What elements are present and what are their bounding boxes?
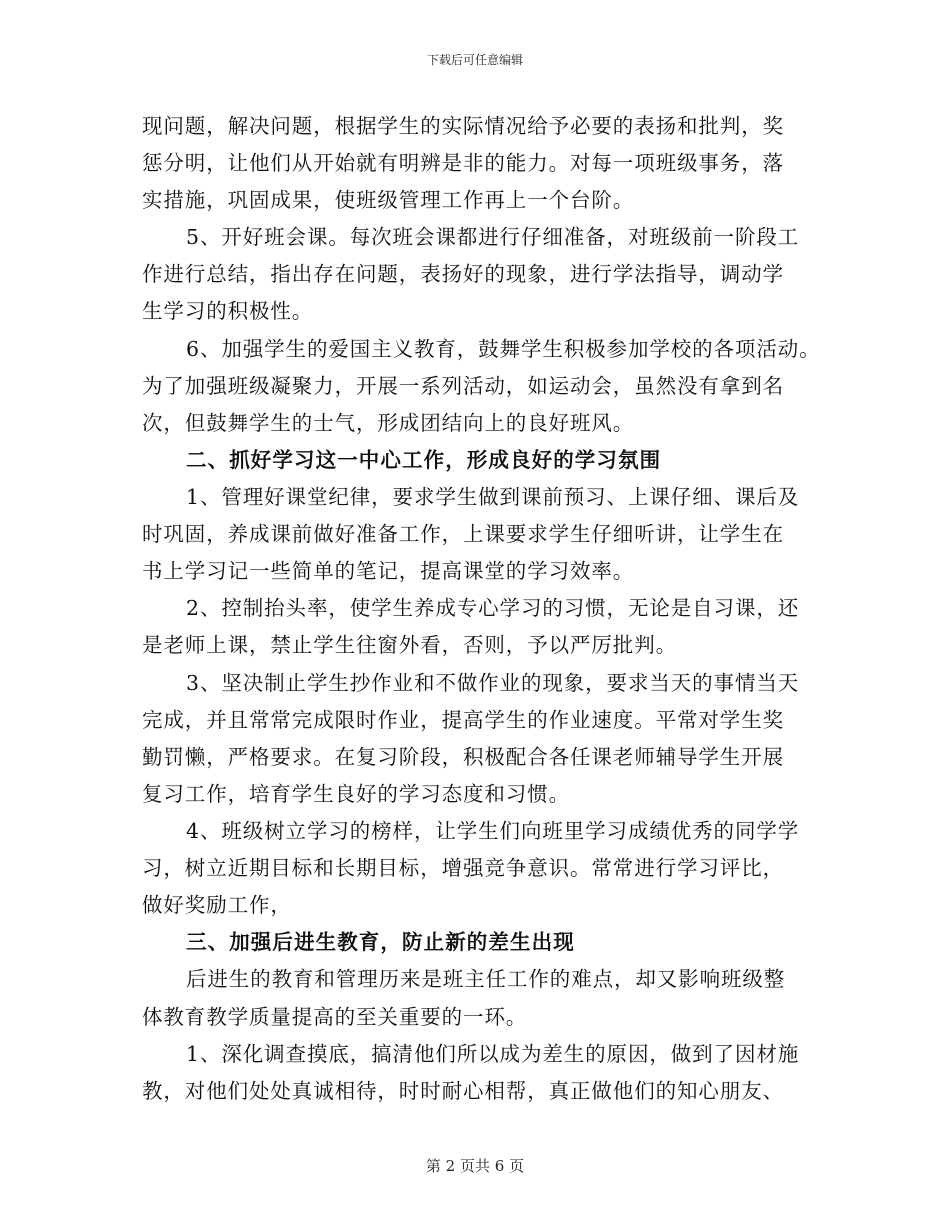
text-line: 体教育教学质量提高的至关重要的一环。: [142, 1005, 528, 1029]
text-line: 为了加强班级凝聚力，开展一系列活动，如运动会，虽然没有拿到名: [142, 374, 784, 398]
text-line: 教，对他们处处真诚相待，时时耐心相帮，真正做他们的知心朋友、: [142, 1079, 784, 1103]
text-line: 现问题，解决问题，根据学生的实际情况给予必要的表扬和批判，奖: [142, 114, 784, 138]
text-line: 实措施，巩固成果，使班级管理工作再上一个台阶。: [142, 188, 635, 212]
section-heading: 二、抓好学习这一中心工作，形成良好的学习氛围: [186, 448, 662, 472]
text-line: 完成，并且常常完成限时作业，提高学生的作业速度。平常对学生奖: [142, 708, 784, 732]
text-line: 时巩固，养成课前做好准备工作，上课要求学生仔细听讲，让学生在: [142, 522, 784, 546]
text-line: 惩分明，让他们从开始就有明辨是非的能力。对每一项班级事务，落: [142, 151, 784, 175]
text-line: 做好奖励工作，: [142, 893, 292, 917]
paragraph-start: 2、控制抬头率，使学生养成专心学习的习惯，无论是自习课，还: [186, 596, 800, 620]
text-line: 勤罚懒，严格要求。在复习阶段，积极配合各任课老师辅导学生开展: [142, 745, 784, 769]
paragraph-start: 后进生的教育和管理历来是班主任工作的难点，却又影响班级整: [186, 967, 786, 991]
text-line: 次，但鼓舞学生的士气，形成团结向上的良好班风。: [142, 411, 635, 435]
page-header: 下载后可任意编辑: [426, 53, 523, 67]
text-line: 作进行总结，指出存在问题，表扬好的现象，进行学法指导，调动学: [142, 262, 784, 286]
text-line: 是老师上课，禁止学生往窗外看，否则，予以严厉批判。: [142, 633, 677, 657]
paragraph-start: 4、班级树立学习的榜样，让学生们向班里学习成绩优秀的同学学: [186, 819, 800, 843]
paragraph-start: 6、加强学生的爱国主义教育，鼓舞学生积极参加学校的各项活动。: [186, 337, 821, 361]
paragraph-start: 1、管理好课堂纪律，要求学生做到课前预习、上课仔细、课后及: [186, 485, 800, 509]
paragraph-start: 3、坚决制止学生抄作业和不做作业的现象，要求当天的事情当天: [186, 671, 800, 695]
text-line: 书上学习记一些简单的笔记，提高课堂的学习效率。: [142, 559, 635, 583]
section-heading: 三、加强后进生教育，防止新的差生出现: [186, 930, 575, 954]
text-line: 习，树立近期目标和长期目标，增强竞争意识。常常进行学习评比，: [142, 856, 784, 880]
text-line: 复习工作，培育学生良好的学习态度和习惯。: [142, 782, 570, 806]
paragraph-start: 1、深化调查摸底，搞清他们所以成为差生的原因，做到了因材施: [186, 1042, 800, 1066]
text-line: 生学习的积极性。: [142, 299, 314, 323]
page-number: 第 2 页共 6 页: [425, 1157, 525, 1175]
paragraph-start: 5、开好班会课。每次班会课都进行仔细准备，对班级前一阶段工: [186, 225, 800, 249]
